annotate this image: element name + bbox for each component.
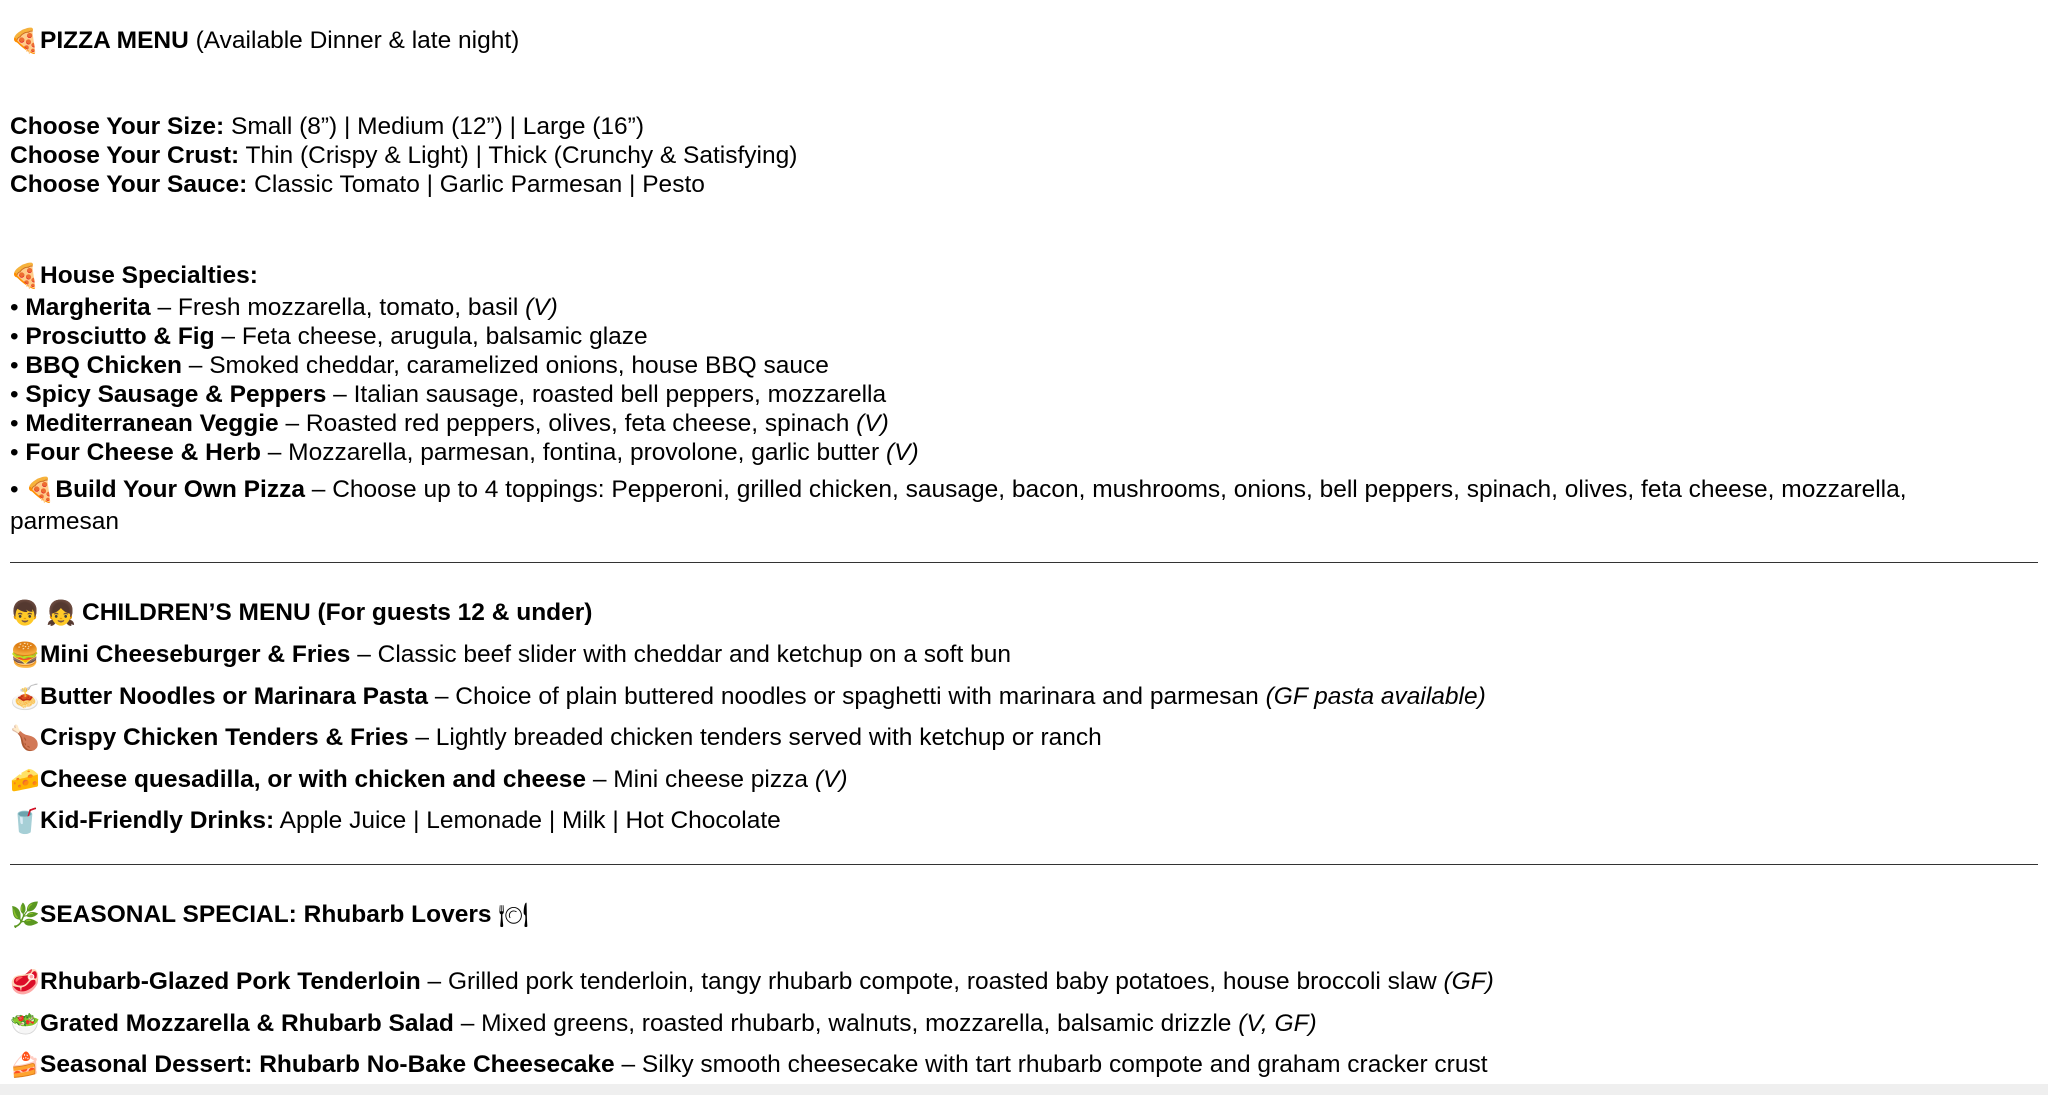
list-item: 🍗Crispy Chicken Tenders & Fries – Lightly breaded chicken tenders served with ketchup or ranch: [10, 724, 1102, 752]
list-item: 🧀Cheese quesadilla, or with chicken and cheese – Mini cheese pizza (V): [10, 766, 848, 794]
chicken-icon: 🍗: [10, 724, 40, 752]
meat-icon: 🥩: [10, 968, 40, 996]
herb-icon: 🌿: [10, 901, 40, 929]
list-item: • Four Cheese & Herb – Mozzarella, parmesan, fontina, provolone, garlic butter (V): [10, 439, 919, 466]
burger-icon: 🍔: [10, 641, 40, 669]
seasonal-heading: 🌿SEASONAL SPECIAL: Rhubarb Lovers 🍽: [10, 901, 529, 929]
house-specialties-heading: 🍕House Specialties:: [10, 262, 258, 290]
list-item: • Spicy Sausage & Peppers – Italian sausage, roasted bell peppers, mozzarella: [10, 381, 887, 408]
pizza-icon: 🍕: [10, 262, 40, 290]
drink-icon: 🥤: [10, 807, 40, 835]
section-divider: [10, 562, 2038, 563]
cake-icon: 🍰: [10, 1051, 40, 1079]
list-item: • Mediterranean Veggie – Roasted red peppers, olives, feta cheese, spinach (V): [10, 410, 889, 437]
plate-icon: 🍽: [498, 901, 529, 929]
girl-icon: 👧: [46, 599, 76, 627]
pizza-menu-subtitle: (Available Dinner & late night): [195, 27, 520, 54]
boy-icon: 👦: [10, 599, 40, 627]
list-item: 🥗Grated Mozzarella & Rhubarb Salad – Mixed greens, roasted rhubarb, walnuts, mozzarella, balsamic drizzle (V, GF): [10, 1010, 1317, 1038]
list-item: 🍝Butter Noodles or Marinara Pasta – Choice of plain buttered noodles or spaghetti with marinara and parmesan (GF pasta available): [10, 683, 1486, 711]
crust-option: Choose Your Crust: Thin (Crispy & Light) | Thick (Crunchy & Satisfying): [10, 142, 798, 169]
salad-icon: 🥗: [10, 1010, 40, 1038]
list-item: 🥤Kid-Friendly Drinks: Apple Juice | Lemonade | Milk | Hot Chocolate: [10, 807, 781, 835]
pizza-menu-title: PIZZA MENU: [40, 27, 189, 54]
list-item: • BBQ Chicken – Smoked cheddar, caramelized onions, house BBQ sauce: [10, 352, 829, 379]
list-item: 🥩Rhubarb-Glazed Pork Tenderloin – Grilled pork tenderloin, tangy rhubarb compote, roasted baby potatoes, house broccoli slaw (GF): [10, 968, 1494, 996]
children-menu-heading: 👦 👧 CHILDREN’S MENU (For guests 12 & under): [10, 599, 593, 627]
cheese-icon: 🧀: [10, 766, 40, 794]
list-item: 🍔Mini Cheeseburger & Fries – Classic beef slider with cheddar and ketchup on a soft bun: [10, 641, 1011, 669]
pizza-icon: 🍕: [10, 27, 40, 55]
list-item: 🍰Seasonal Dessert: Rhubarb No-Bake Cheesecake – Silky smooth cheesecake with tart rhubarb compote and graham cracker crust: [10, 1051, 1488, 1079]
page-bottom-edge: [0, 1084, 2048, 1095]
size-option: Choose Your Size: Small (8”) | Medium (12”) | Large (16”): [10, 113, 644, 140]
sauce-option: Choose Your Sauce: Classic Tomato | Garlic Parmesan | Pesto: [10, 171, 705, 198]
list-item: • Prosciutto & Fig – Feta cheese, arugula, balsamic glaze: [10, 323, 648, 350]
list-item: • Margherita – Fresh mozzarella, tomato, basil (V): [10, 294, 558, 321]
pasta-icon: 🍝: [10, 683, 40, 711]
pizza-icon: 🍕: [25, 476, 56, 504]
pizza-menu-heading: [10, 26, 519, 56]
build-your-own-item: • 🍕Build Your Own Pizza – Choose up to 4 toppings: Pepperoni, grilled chicken, sausage, bacon, mushrooms, onions, bell peppers, spinach, olives, feta cheese, mozzarella, parmesan: [10, 476, 1907, 535]
section-divider: [10, 864, 2038, 865]
